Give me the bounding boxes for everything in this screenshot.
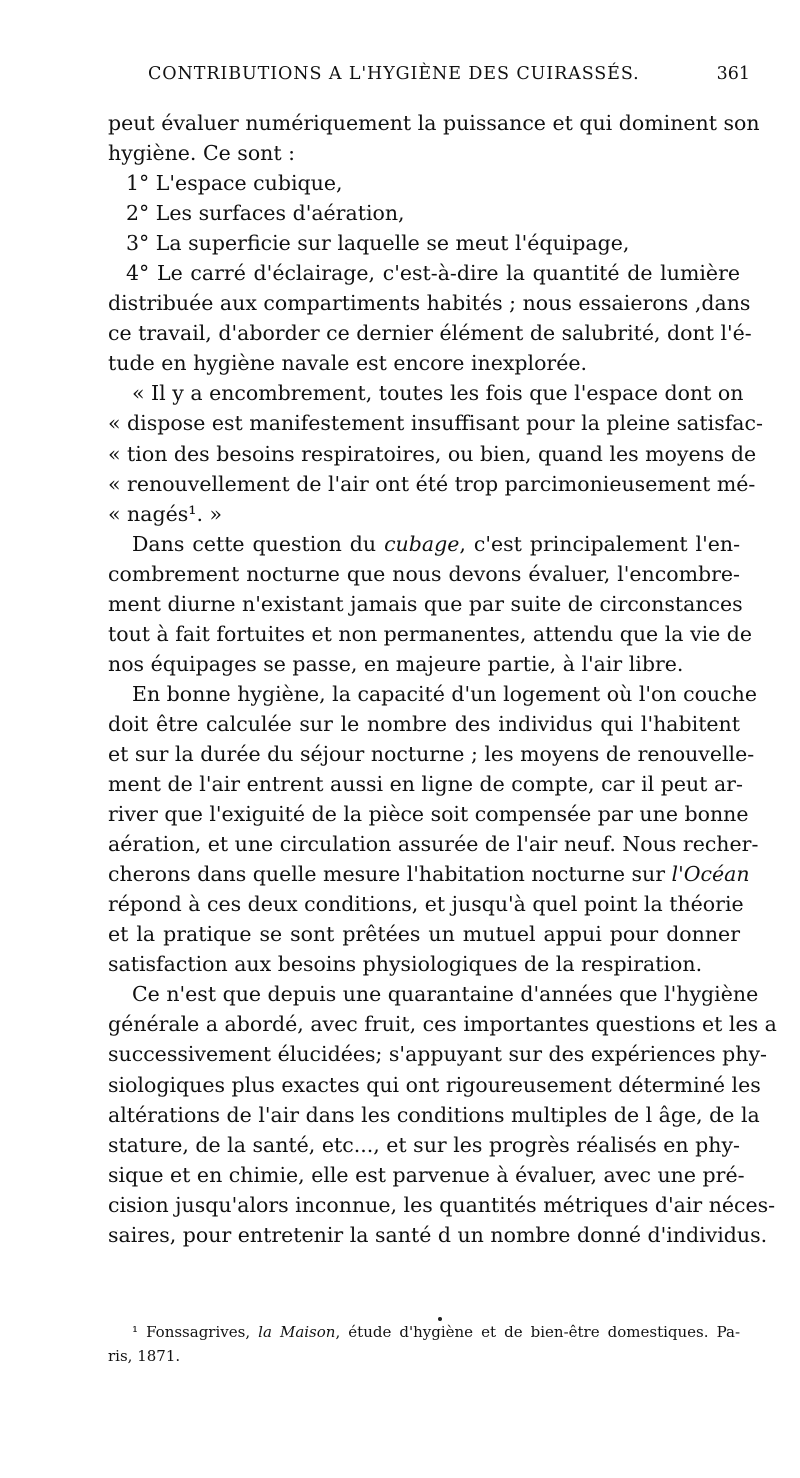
text-line	[108, 529, 740, 559]
quote-line: « nagés¹. »	[108, 501, 223, 526]
italic-term: cubage	[384, 531, 460, 556]
text-line: river que l'exiguité de la pièce soit compensée par une bonne	[108, 802, 749, 827]
text-line: altérations de l'air dans les conditions multiples de l âge, de la	[108, 1102, 760, 1127]
text-line: stature, de la santé, etc..., et sur les progrès réalisés en phy-	[108, 1132, 740, 1157]
text-line: tude en hygiène navale est encore inexplorée.	[108, 351, 588, 376]
text-line: générale a abordé, avec fruit, ces importantes questions et les a	[108, 1012, 777, 1037]
footnote-text: , étude d'hygiène et de bien-être domestiques. Pa-	[335, 1323, 741, 1341]
footnote-title: la Maison	[258, 1323, 336, 1341]
list-item: 1° L'espace cubique,	[126, 171, 343, 196]
quote-line: « tion des besoins respiratoires, ou bien, quand les moyens de	[108, 441, 757, 466]
text-span: Dans cette question du	[132, 531, 385, 556]
text-line: successivement élucidées; s'appuyant sur des expériences phy-	[108, 1042, 767, 1067]
text-line: et la pratique se sont prêtées un mutuel appui pour donner	[108, 922, 740, 947]
text-line: ce travail, d'aborder ce dernier élément de salubrité, dont l'é-	[108, 321, 752, 346]
text-line: aération, et une circulation assurée de l'air neuf. Nous recher-	[108, 832, 759, 857]
text-span: , c'est principalement l'en-	[459, 531, 740, 556]
body-text	[108, 108, 777, 1250]
list-item: 2° Les surfaces d'aération,	[126, 201, 405, 226]
text-line: En bonne hygiène, la capacité d'un logement où l'on couche	[132, 681, 757, 706]
text-line: Ce n'est que depuis une quarantaine d'années que l'hygiène	[132, 982, 759, 1007]
text-line: cision jusqu'alors inconnue, les quantités métriques d'air néces-	[108, 1192, 776, 1217]
page-number: 361	[716, 64, 750, 84]
footnote-line: ris, 1871.	[108, 1347, 181, 1365]
text-span: cherons dans quelle mesure l'habitation nocturne sur	[108, 862, 672, 887]
footnote-line	[108, 1320, 740, 1344]
text-line: et sur la durée du séjour nocturne ; les moyens de renouvelle-	[108, 741, 755, 766]
footnote	[108, 1320, 740, 1368]
quote-line: « renouvellement de l'air ont été trop parcimonieusement mé-	[108, 471, 756, 496]
text-line: ment diurne n'existant jamais que par suite de circonstances	[108, 591, 743, 616]
text-line	[108, 859, 750, 889]
text-line: siologiques plus exactes qui ont rigoureusement déterminé les	[108, 1072, 761, 1097]
text-line: nos équipages se passe, en majeure partie, à l'air libre.	[108, 651, 684, 676]
text-line: saires, pour entretenir la santé d un nombre donné d'individus.	[108, 1222, 768, 1247]
text-line: répond à ces deux conditions, et jusqu'à quel point la théorie	[108, 892, 744, 917]
text-line: hygiène. Ce sont :	[108, 141, 296, 166]
text-line: ment de l'air entrent aussi en ligne de compte, car il peut ar-	[108, 772, 743, 797]
text-line: distribuée aux compartiments habités ; nous essaierons ,dans	[108, 291, 751, 316]
text-line: doit être calculée sur le nombre des individus qui l'habitent	[108, 711, 740, 736]
text-line: tout à fait fortuites et non permanentes, attendu que la vie de	[108, 621, 753, 646]
text-line: satisfaction aux besoins physiologiques de la respiration.	[108, 952, 703, 977]
italic-ship-name: l'Océan	[671, 862, 750, 887]
text-line: sique et en chimie, elle est parvenue à évaluer, avec une pré-	[108, 1162, 745, 1187]
footnote-marker: ¹	[132, 1323, 139, 1341]
running-title: CONTRIBUTIONS A L'HYGIÈNE DES CUIRASSÉS.	[148, 64, 640, 84]
quote-line: « dispose est manifestement insuffisant pour la pleine satisfac-	[108, 411, 763, 436]
text-line: combrement nocturne que nous devons évaluer, l'encombre-	[108, 561, 740, 586]
list-item: 3° La superficie sur laquelle se meut l'équipage,	[126, 231, 630, 256]
quote-line: « Il y a encombrement, toutes les fois que l'espace dont on	[132, 381, 744, 406]
list-item: 4° Le carré d'éclairage, c'est-à-dire la quantité de lumière	[126, 261, 740, 286]
text-line: peut évaluer numériquement la puissance et qui dominent son	[108, 111, 760, 135]
footnote-author: Fonssagrives,	[138, 1323, 259, 1341]
